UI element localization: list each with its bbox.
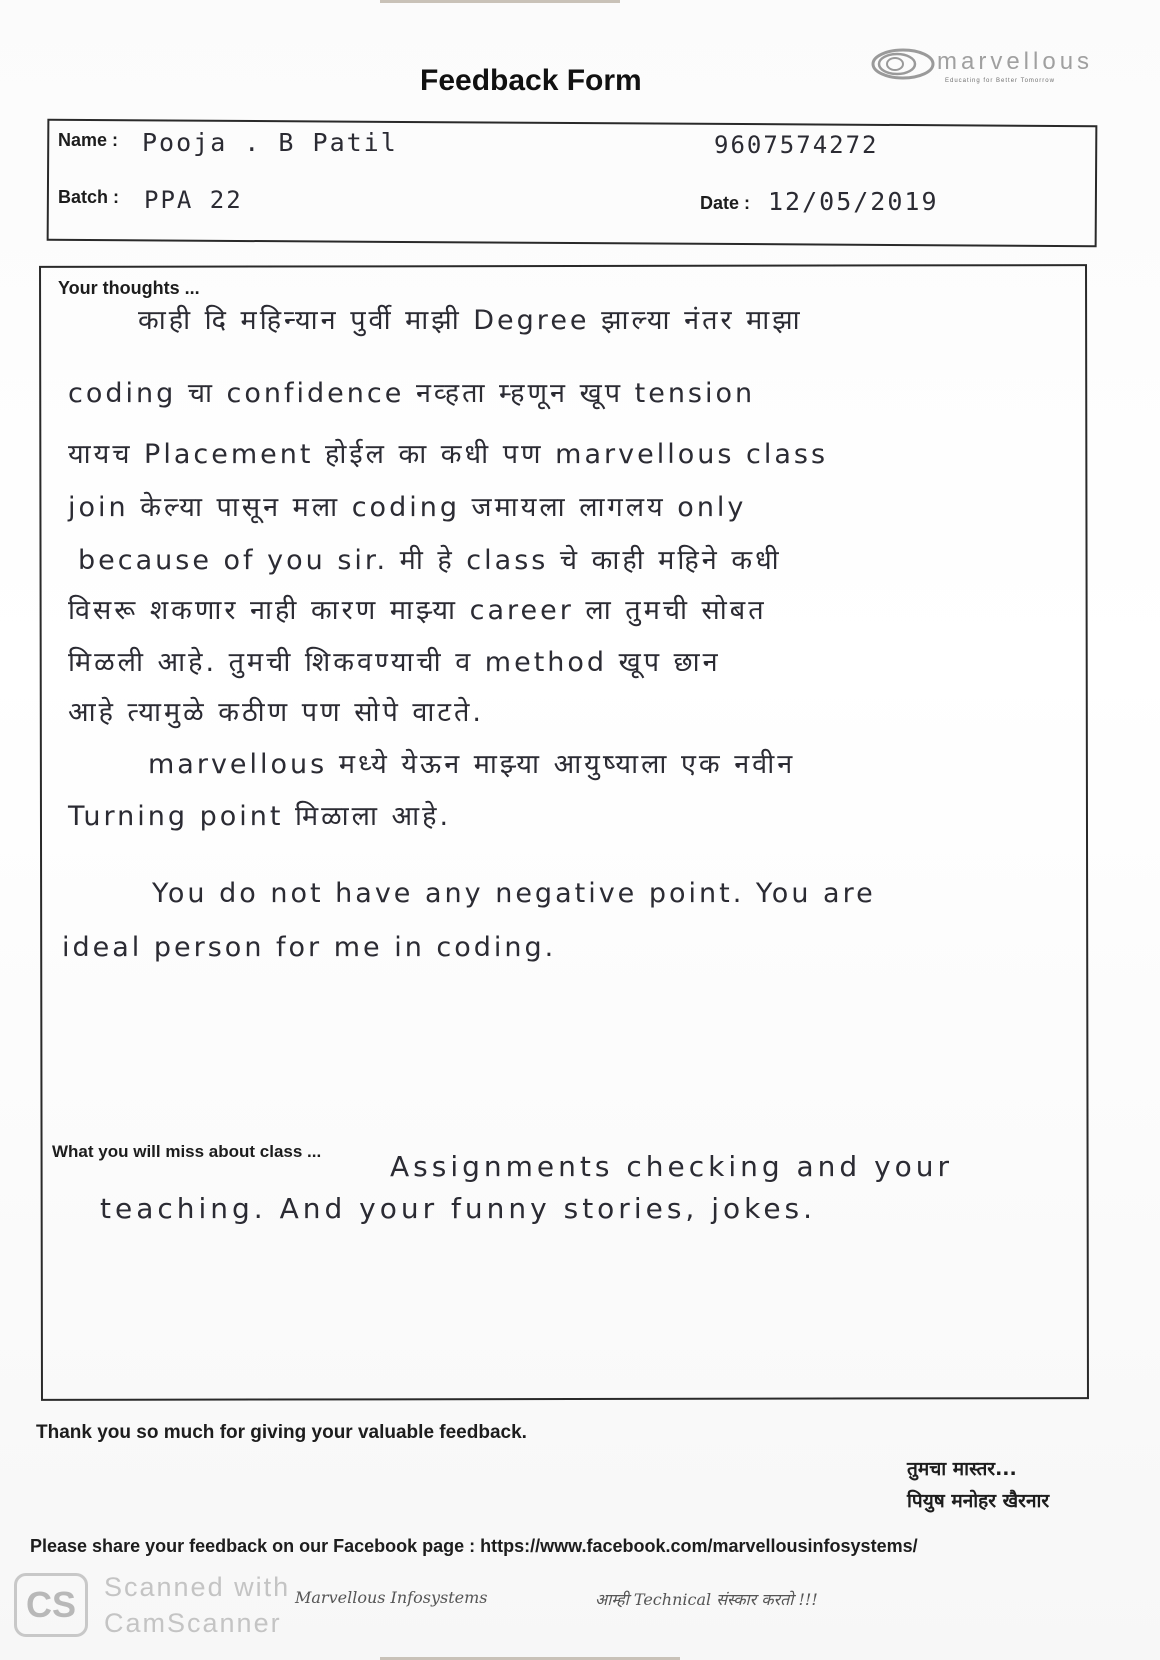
miss-label: What you will miss about class ...: [52, 1142, 322, 1161]
batch-label: Batch :: [58, 187, 120, 207]
date-value: 12/05/2019: [768, 187, 939, 216]
thank-you-text: Thank you so much for giving your valuable feedback.: [36, 1422, 527, 1443]
thought-line: काही दि महिन्यान पुर्वी माझी Degree झाल्या नंतर माझा: [138, 305, 803, 336]
phone-value: 9607574272: [714, 131, 879, 159]
logo-name: marvellous: [937, 48, 1094, 75]
footer-motto: आम्ही Technical संस्कार करतो !!!: [595, 1590, 818, 1609]
camscanner-badge-icon: CS: [14, 1573, 88, 1637]
date-label: Date :: [700, 193, 751, 213]
thought-line: You do not have any negative point. You are: [152, 878, 876, 909]
miss-line-2: teaching. And your funny stories, jokes.: [100, 1192, 817, 1225]
thoughts-label: Your thoughts ...: [58, 278, 200, 298]
scanner-line-1: Scanned with: [104, 1572, 291, 1602]
scanner-line-2: CamScanner: [104, 1608, 282, 1638]
thought-line: coding चा confidence नव्हता म्हणून खूप tension: [68, 378, 756, 409]
logo-tagline: Educating for Better Tomorrow: [945, 78, 1055, 84]
name-label: Name :: [58, 130, 119, 150]
miss-line-1: Assignments checking and your: [390, 1150, 954, 1183]
thought-line: विसरू शकणार नाही कारण माझ्या career ला तुमची सोबत: [68, 595, 767, 626]
marvellous-logo: [865, 44, 1125, 94]
paper-edge-top: [380, 0, 620, 3]
batch-value: PPA 22: [144, 186, 243, 214]
logo-swirl-icon: [865, 44, 945, 94]
thought-line: मिळली आहे. तुमची शिकवण्याची व method खूप छान: [68, 647, 721, 678]
thought-line: आहे त्यामुळे कठीण पण सोपे वाटते.: [68, 697, 484, 728]
facebook-share-text: Please share your feedback on our Facebook page : https://www.facebook.com/marvellousinfosystems/: [30, 1536, 918, 1556]
thought-line: यायच Placement होईल का कधी पण marvellous class: [68, 439, 829, 470]
thought-line: Turning point मिळाला आहे.: [68, 801, 452, 832]
name-value: Pooja . B Patil: [142, 128, 398, 157]
signature-line-2: पियुष मनोहर खैरनार: [907, 1490, 1050, 1512]
form-title: Feedback Form: [420, 64, 642, 97]
footer-company: Marvellous Infosystems: [295, 1588, 488, 1607]
thought-line: join केल्या पासून मला coding जमायला लागलय only: [68, 492, 747, 523]
signature-line-1: तुमचा मास्तर...: [907, 1458, 1017, 1480]
thought-line: ideal person for me in coding.: [62, 932, 557, 963]
thought-line: marvellous मध्ये येऊन माझ्या आयुष्याला एक नवीन: [148, 749, 796, 780]
thought-line: because of you sir. मी हे class चे काही महिने कधी: [78, 545, 782, 576]
